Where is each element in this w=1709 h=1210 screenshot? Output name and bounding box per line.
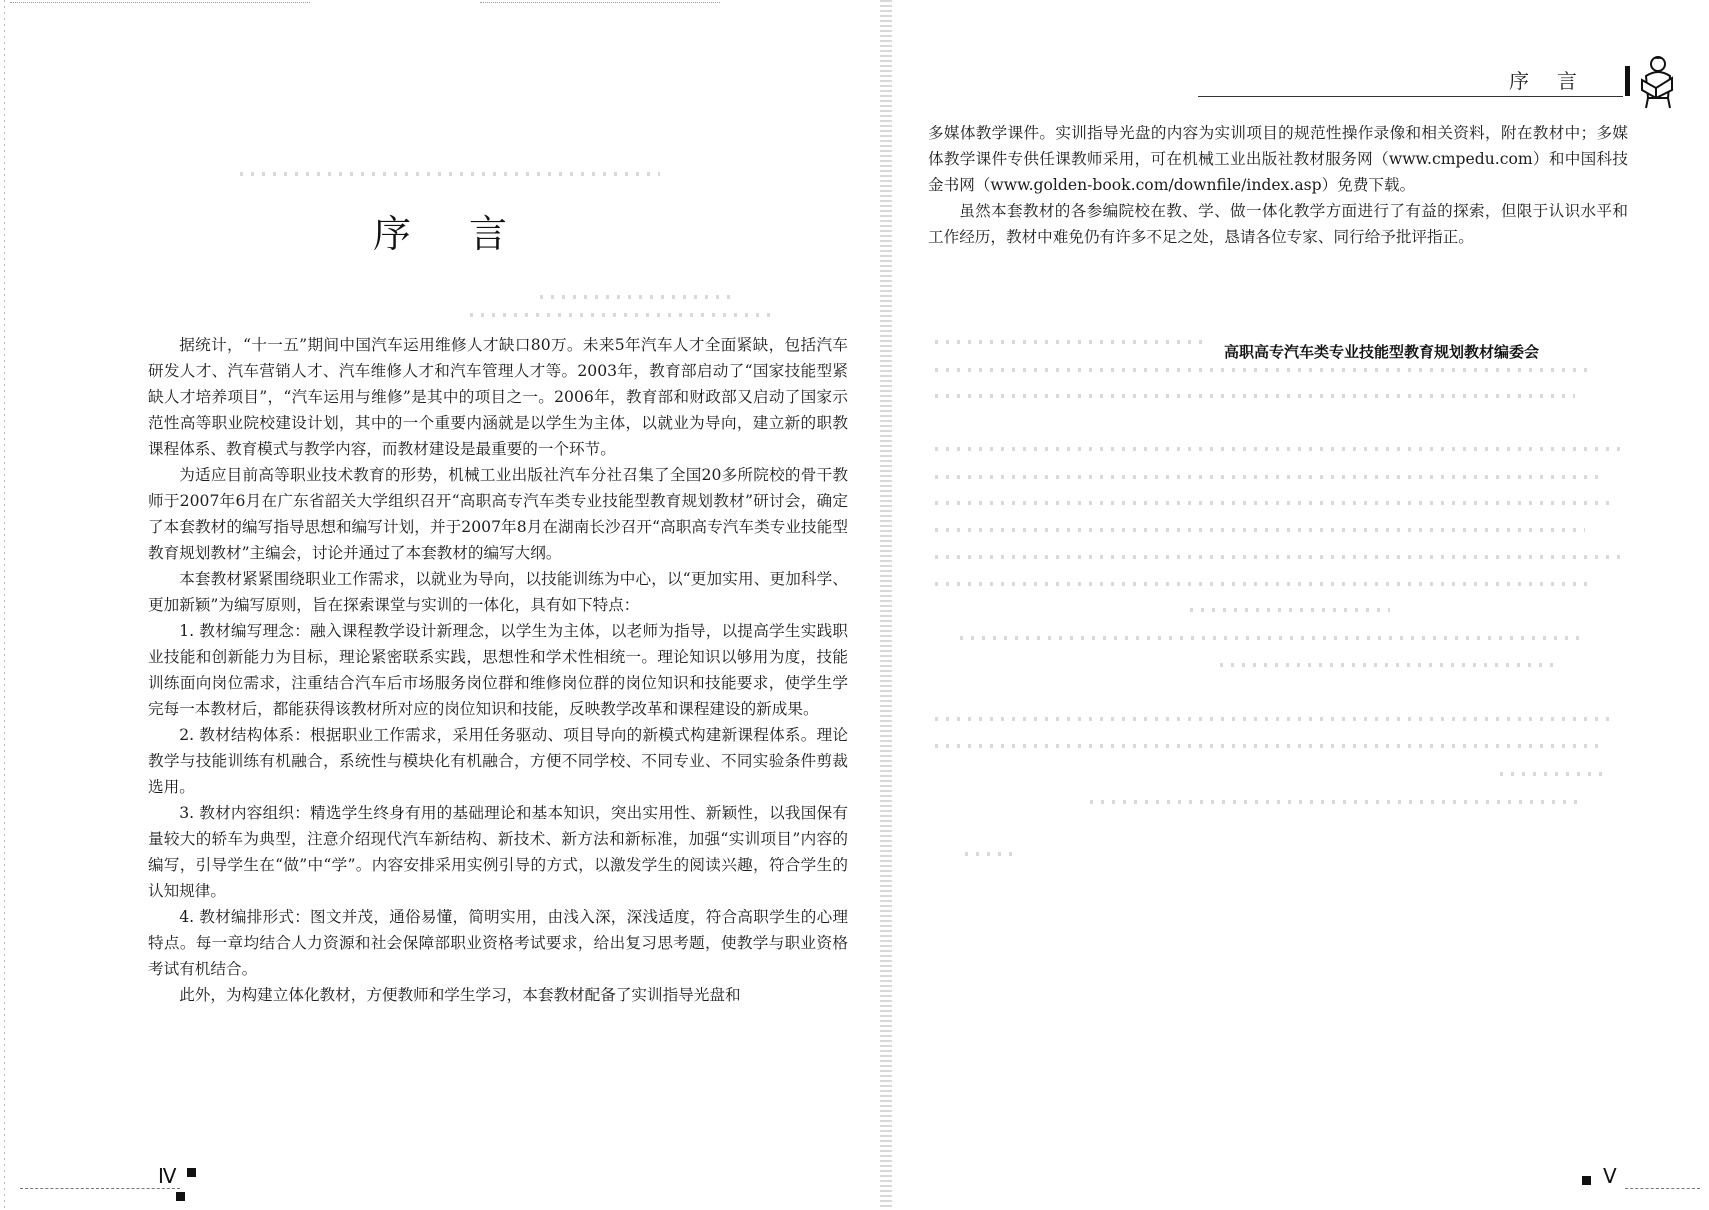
bleed-through-text xyxy=(1090,800,1580,804)
paragraph: 本套教材紧紧围绕职业工作需求，以就业为导向，以技能训练为中心，以“更加实用、更加科学、更加新颖”为编写原则，旨在探索课堂与实训的一体化，具有如下特点： xyxy=(148,570,848,614)
bleed-through-text xyxy=(470,313,770,317)
page-title: 序言 xyxy=(372,212,565,256)
bleed-through-text xyxy=(1190,608,1390,612)
paragraph: 2. 教材结构体系：根据职业工作需求，采用任务驱动、项目导向的新模式构建新课程体系。理论教学与技能训练有机融合，系统性与模块化有机融合，方便不同学校、不同专业、不同实验条件剪裁选用。 xyxy=(148,726,848,796)
folio-mark xyxy=(1582,1176,1591,1185)
bleed-through-text xyxy=(935,340,1205,344)
bleed-through-text xyxy=(1500,772,1610,776)
paragraph: 4. 教材编排形式：图文并茂，通俗易懂，简明实用，由浅入深，深浅适度，符合高职学生的心理特点。每一章均结合人力资源和社会保障部职业资格考试要求，给出复习思考题，使教学与职业资格考试有机结合。 xyxy=(148,908,848,978)
bleed-through-text xyxy=(935,501,1615,505)
left-body-text xyxy=(148,332,848,1008)
page-number-right: Ⅴ xyxy=(1603,1166,1617,1188)
right-body-text xyxy=(928,120,1628,250)
bleed-through-text xyxy=(1220,663,1560,667)
paragraph: 为适应目前高等职业技术教育的形势，机械工业出版社汽车分社召集了全国20多所院校的骨干教师于2007年6月在广东省韶关大学组织召开“高职高专汽车类专业技能型教育规划教材”研讨会，确定了本套教材的编写指导思想和编写计划，并于2007年8月在湖南长沙召开“高职高专汽车类专业技能型教育规划教材”主编会，讨论并通过了本套教材的编写大纲。 xyxy=(148,466,848,562)
bleed-through-text xyxy=(965,852,1015,856)
bleed-through-text xyxy=(935,368,1595,372)
page-number-left: Ⅳ xyxy=(158,1166,177,1188)
bleed-through-text xyxy=(935,447,1625,451)
bleed-through-text xyxy=(240,172,660,176)
editorial-committee-signature: 高职高专汽车类专业技能型教育规划教材编委会 xyxy=(1224,343,1540,361)
bleed-through-text xyxy=(540,295,730,299)
paragraph: 3. 教材内容组织：精选学生终身有用的基础理论和基本知识，突出实用性、新颖性，以我国保有量较大的轿车为典型，注意介绍现代汽车新结构、新技术、新方法和新标准，加强“实训项目”内容的编写，引导学生在“做”中“学”。内容安排采用实例引导的方式，以激发学生的阅读兴趣，符合学生的认知规律。 xyxy=(148,804,848,900)
bleed-through-text xyxy=(935,717,1615,721)
paragraph: 1. 教材编写理念：融入课程教学设计新理念，以学生为主体，以老师为指导，以提高学生实践职业技能和创新能力为目标，理论紧密联系实践，思想性和学术性相统一。理论知识以够用为度，技能训练面向岗位需求，注重结合汽车后市场服务岗位群和维修岗位群的岗位知识和技能要求，使学生学完每一本教材后，都能获得该教材所对应的岗位知识和技能，反映教学改革和课程建设的新成果。 xyxy=(148,622,848,718)
bleed-through-text xyxy=(935,528,1585,532)
footer-rule xyxy=(20,1188,180,1190)
bleed-through-text xyxy=(935,555,1625,559)
paragraph: 此外，为构建立体化教材，方便教师和学生学习，本套教材配备了实训指导光盘和 xyxy=(179,986,741,1004)
footer-rule xyxy=(1625,1188,1700,1190)
header-bar xyxy=(1625,66,1630,96)
book-gutter xyxy=(880,0,892,1210)
running-header-title: 序言 xyxy=(1509,69,1605,93)
bleed-through-text xyxy=(935,582,1595,586)
folio-mark xyxy=(176,1192,185,1201)
bleed-through-text xyxy=(935,475,1605,479)
paragraph: 多媒体教学课件。实训指导光盘的内容为实训项目的规范性操作录像和相关资料，附在教材中；多媒体教学课件专供任课教师采用，可在机械工业出版社教材服务网（www.cmpedu.com）和中国科技金书网（www.golden-book.com/downfile/index.asp）免费下载。 xyxy=(928,124,1628,194)
bleed-through-text xyxy=(935,394,1575,398)
bleed-through-text xyxy=(960,636,1580,640)
folio-mark xyxy=(187,1168,196,1177)
paragraph: 虽然本套教材的各参编院校在教、学、做一体化教学方面进行了有益的探索，但限于认识水平和工作经历，教材中难免仍有许多不足之处，恳请各位专家、同行给予批评指正。 xyxy=(928,202,1628,246)
paragraph: 据统计，“十一五”期间中国汽车运用维修人才缺口80万。未来5年汽车人才全面紧缺，包括汽车研发人才、汽车营销人才、汽车维修人才和汽车管理人才等。2003年，教育部启动了“国家技能型紧缺人才培养项目”，“汽车运用与维修”是其中的项目之一。2006年，教育部和财政部又启动了国家示范性高等职业院校建设计划，其中的一个重要内涵就是以学生为主体，以就业为导向，建立新的职教课程体系、教育模式与教学内容，而教材建设是最重要的一个环节。 xyxy=(148,336,848,458)
reading-person-icon xyxy=(1636,54,1676,110)
bleed-through-text xyxy=(935,744,1605,748)
running-header xyxy=(1198,68,1623,97)
